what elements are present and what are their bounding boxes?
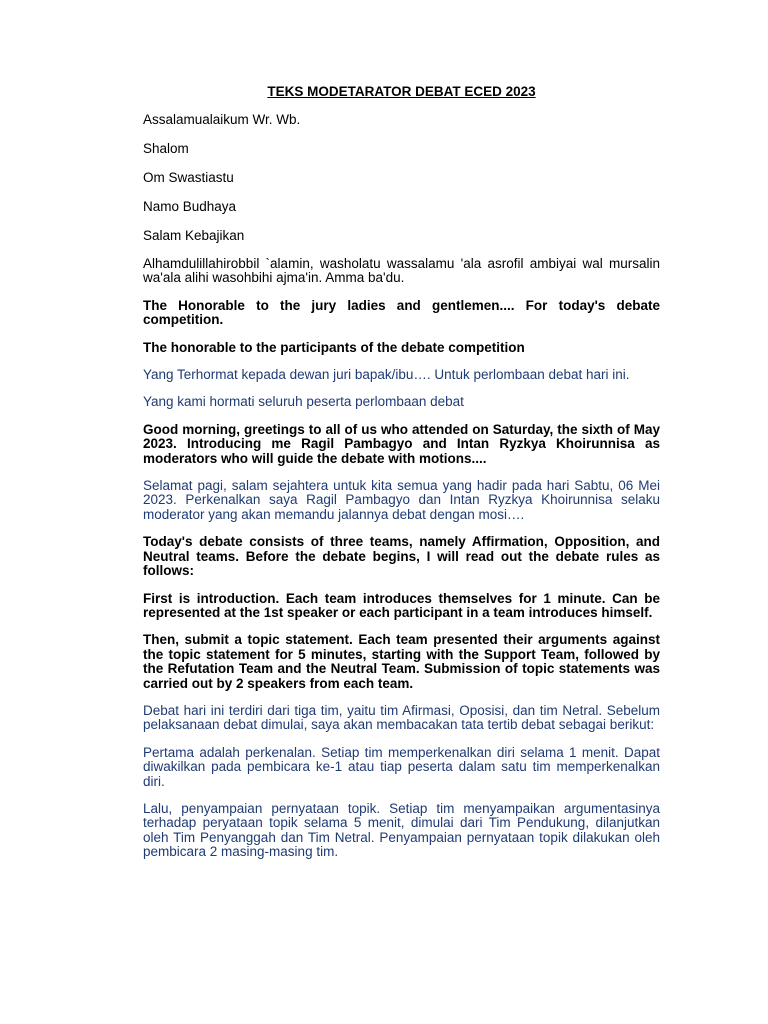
- debate-teams-translation: Debat hari ini terdiri dari tiga tim, yaitu tim Afirmasi, Oposisi, dan tim Netral. Sebelum pelaksanaan debat dimulai, saya akan membacakan tata tertib debat sebagai berikut:: [143, 702, 660, 733]
- honorable-participants-paragraph: The honorable to the participants of the debate competition: [143, 339, 525, 355]
- greeting-om-swastiastu: Om Swastiastu: [143, 170, 234, 185]
- good-morning-paragraph: Good morning, greetings to all of us who attended on Saturday, the sixth of May 2023. Introducing me Ragil Pambagyo and Intan Ryzkya Khoirunnisa as moderators who will guide the debate with motions....: [143, 421, 660, 466]
- topic-statement-rule-paragraph: Then, submit a topic statement. Each team presented their arguments against the topic statement for 5 minutes, starting with the Support Team, followed by the Refutation Team and the Neutral Team. Submission of topic statements was carried out by 2 speakers from each team.: [143, 632, 660, 691]
- opening-prayer-paragraph: Alhamdulillahirobbil `alamin, washolatu wassalamu 'ala asrofil ambiyai wal mursalin wa'ala alihi wasohbihi ajma'in. Amma ba'du.: [143, 256, 660, 286]
- greeting-assalamualaikum: Assalamualaikum Wr. Wb.: [143, 112, 301, 127]
- document-title: TEKS MODETARATOR DEBAT ECED 2023: [267, 84, 536, 99]
- jury-greeting-translation: Yang Terhormat kepada dewan juri bapak/ibu…. Untuk perlombaan debat hari ini.: [143, 367, 630, 383]
- greeting-salam-kebajikan: Salam Kebajikan: [143, 228, 245, 243]
- greeting-shalom: Shalom: [143, 141, 189, 156]
- participants-greeting-translation: Yang kami hormati seluruh peserta perlombaan debat: [143, 394, 464, 410]
- topic-statement-rule-translation: Lalu, penyampaian pernyataan topik. Setiap tim menyampaikan argumentasinya terhadap peryataan topik selama 5 menit, dimulai dari Tim Pendukung, dilanjutkan oleh Tim Penyanggah dan Tim Netral. Penyampaian pernyataan topik dilakukan oleh pembicara 2 masing-masing tim.: [143, 800, 660, 860]
- good-morning-translation: Selamat pagi, salam sejahtera untuk kita semua yang hadir pada hari Sabtu, 06 Mei 2023. Perkenalkan saya Ragil Pambagyo dan Intan Ryzkya Khoirunnisa selaku moderator yang akan memandu jalannya debat dengan mosi….: [143, 478, 660, 522]
- debate-teams-paragraph: Today's debate consists of three teams, namely Affirmation, Opposition, and Neutral teams. Before the debate begins, I will read out the debate rules as follows:: [143, 534, 660, 579]
- introduction-rule-paragraph: First is introduction. Each team introduces themselves for 1 minute. Can be represented at the 1st speaker or each participant in a team introduces himself.: [143, 590, 660, 620]
- greeting-namo-budhaya: Namo Budhaya: [143, 199, 237, 214]
- honorable-jury-paragraph: The Honorable to the jury ladies and gentlemen.... For today's debate competition.: [143, 297, 660, 328]
- introduction-rule-translation: Pertama adalah perkenalan. Setiap tim memperkenalkan diri selama 1 menit. Dapat diwakilkan pada pembicara ke-1 atau tiap peserta dalam satu tim memperkenalkan diri.: [143, 744, 660, 789]
- document-page: [143, 84, 660, 873]
